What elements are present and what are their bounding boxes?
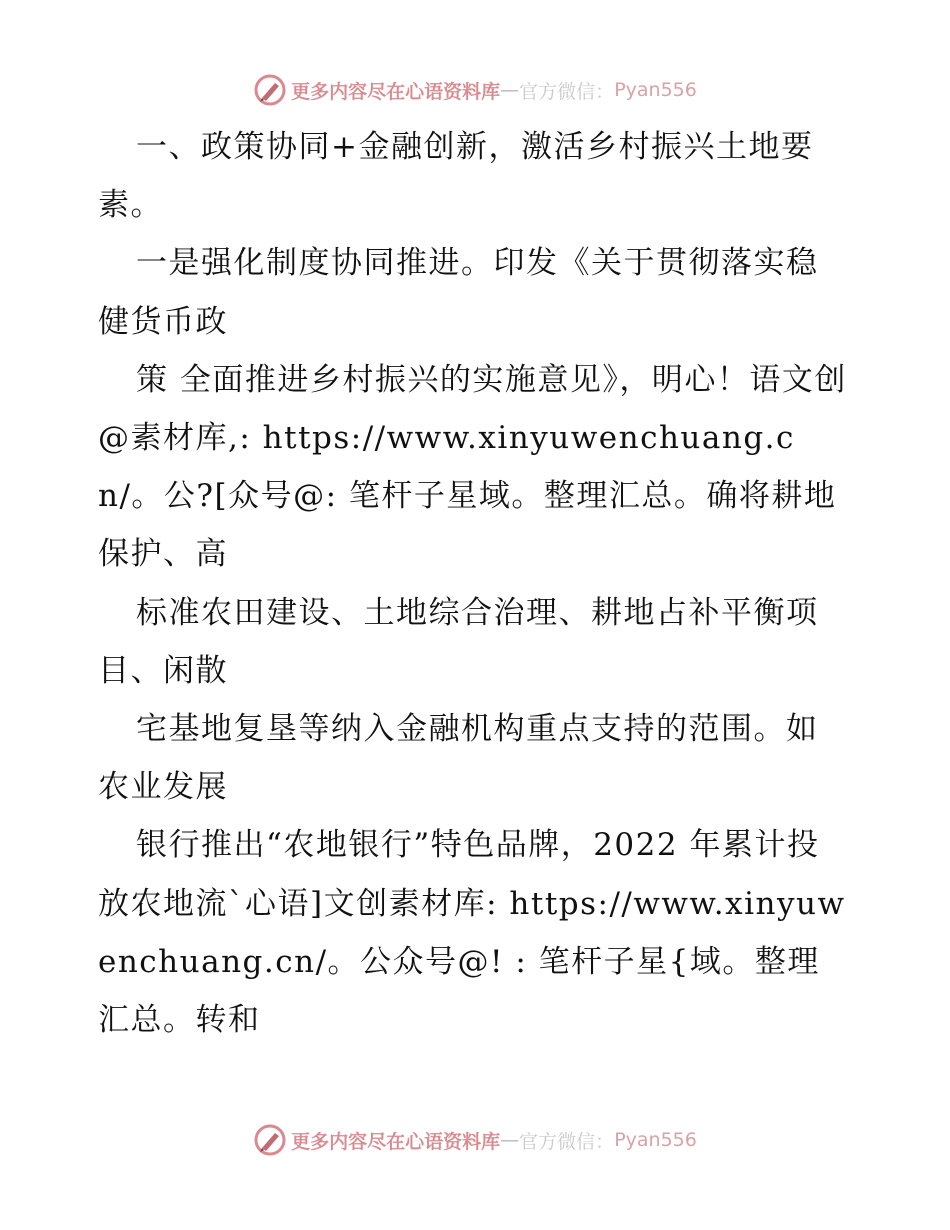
paragraph-1: 一、政策协同+金融创新，激活乡村振兴土地要素。 bbox=[98, 129, 814, 224]
header-banner bbox=[0, 70, 950, 110]
banner-wechat-id: Pyan556 bbox=[614, 1129, 697, 1151]
pen-logo-icon bbox=[253, 1123, 287, 1157]
banner-dash: — bbox=[500, 1129, 520, 1151]
paragraph-5: 宅基地复垦等纳入金融机构重点支持的范围。如农业发展 bbox=[98, 711, 819, 806]
banner-title: 更多内容尽在心语资料库 bbox=[291, 80, 501, 103]
paragraph-3: 策 全面推进乡村振兴的实施意见》，明心！语文创@素材库,: https://www.xinyuwenchuang.cn/。公?[众号@: 笔杆子星域。整理汇总。确将耕地保护、高 bbox=[98, 361, 847, 573]
footer-banner bbox=[0, 1120, 950, 1160]
banner-dash: — bbox=[500, 79, 520, 101]
pen-logo-icon bbox=[253, 73, 287, 107]
banner-wechat-label: 官方微信： bbox=[519, 1130, 615, 1153]
paragraph-6: 银行推出“农地银行”特色品牌，2022 年累计投放农地流`心语]文创素材库: https://www.xinyuwenchuang.cn/。公众号@! : 笔杆子星{域。整理汇总。转和 bbox=[98, 827, 846, 1039]
paragraph-2: 一是强化制度协同推进。印发《关于贯彻落实稳健货币政 bbox=[98, 245, 819, 340]
banner-wechat-label: 官方微信： bbox=[519, 80, 615, 103]
banner-title: 更多内容尽在心语资料库 bbox=[291, 1130, 501, 1153]
banner-wechat-id: Pyan556 bbox=[614, 79, 697, 101]
paragraph-4: 标准农田建设、土地综合治理、耕地占补平衡项目、闲散 bbox=[98, 594, 819, 689]
document-body bbox=[98, 118, 850, 1049]
